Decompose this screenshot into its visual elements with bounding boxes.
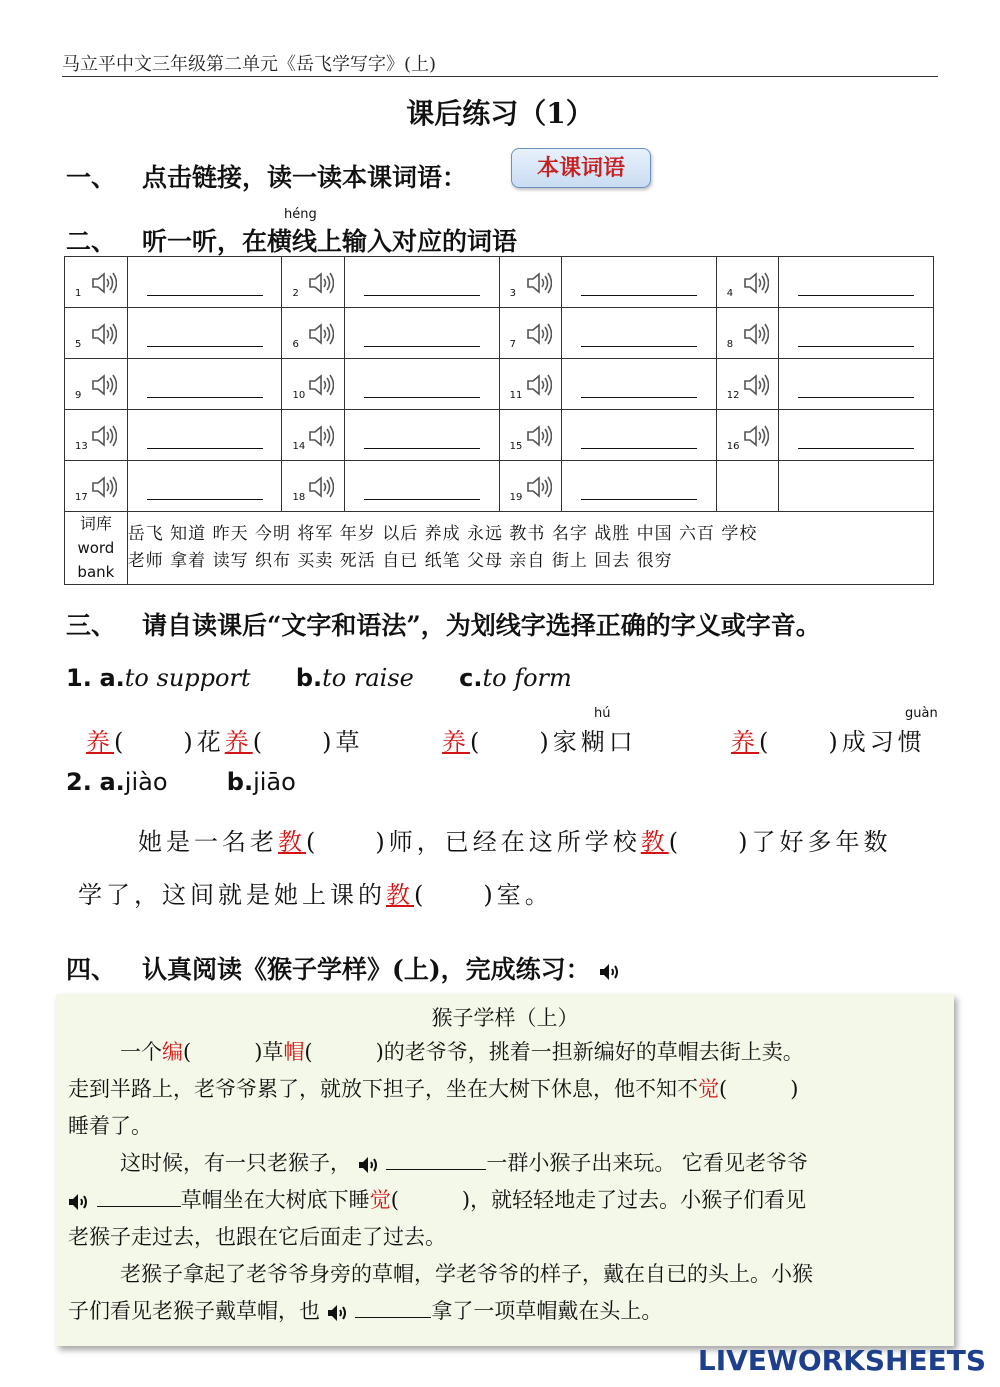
grid-item-number: 1	[75, 288, 82, 299]
speaker-icon[interactable]	[308, 271, 334, 295]
speaker-icon[interactable]	[743, 271, 769, 295]
answer-cell	[562, 461, 717, 512]
grid-number-cell	[282, 308, 344, 359]
answer-cell	[562, 308, 717, 359]
grid-number-cell	[282, 410, 344, 461]
grid-number-cell	[65, 257, 128, 308]
page-title: 课后练习（1）	[406, 97, 594, 130]
wordbank-label-cn: 词库	[79, 514, 112, 533]
grid-item-number: 12	[726, 390, 740, 401]
p1-text-c: ( )草	[183, 1040, 284, 1064]
q2-option-a: a.	[99, 768, 125, 796]
speaker-icon[interactable]	[743, 424, 769, 448]
grid-number-cell	[65, 308, 128, 359]
grid-number-cell	[499, 461, 561, 512]
q2-char-3: 教	[386, 881, 414, 909]
p2-blank-2[interactable]	[97, 1186, 181, 1207]
grid-item-number: 19	[509, 492, 523, 503]
answer-cell	[562, 359, 717, 410]
p2-blank-1[interactable]	[386, 1149, 486, 1170]
wordbank-words	[127, 512, 933, 585]
p2-text-c: 草帽坐在大树底下睡	[180, 1188, 370, 1212]
answer-cell	[127, 308, 282, 359]
p2-speaker-icon-2[interactable]	[68, 1193, 90, 1211]
grid-number-cell	[716, 410, 778, 461]
answer-input-line[interactable]	[364, 269, 480, 296]
answer-input-line[interactable]	[581, 371, 697, 398]
speaker-icon[interactable]	[308, 424, 334, 448]
section-1-number: 一、	[66, 163, 117, 192]
grid-number-cell	[65, 410, 128, 461]
p3-blank[interactable]	[355, 1297, 431, 1318]
section-4-text: 认真阅读《猴子学样》(上)，完成练习：	[142, 955, 591, 984]
header-divider	[62, 76, 938, 77]
q1-label: 1.	[66, 664, 92, 692]
answer-input-line[interactable]	[147, 269, 263, 296]
q1-options	[66, 664, 572, 692]
section-2-text: 听一听，在横线上输入对应的词语	[142, 227, 518, 256]
q2-s2: ( )师，已经在这所学校	[306, 828, 641, 856]
q1-option-b: b.	[295, 664, 323, 692]
q1-option-b-text: to raise	[322, 664, 414, 692]
grid-row	[65, 359, 934, 410]
q1-sentence	[86, 722, 363, 757]
pinyin-guan: guàn	[905, 706, 938, 721]
q1-char-1: 养	[86, 728, 114, 756]
section-3	[66, 606, 821, 642]
p1-text-h: ( )	[719, 1077, 799, 1101]
q1-sentence-2	[442, 722, 637, 757]
answer-cell	[344, 410, 499, 461]
q2-char-2: 教	[640, 828, 669, 856]
p2-speaker-icon-1[interactable]	[358, 1156, 380, 1174]
listening-grid	[64, 256, 934, 585]
q1-char-3: 养	[442, 728, 470, 756]
answer-input-line[interactable]	[364, 422, 480, 449]
p1-char-jue: 觉	[698, 1077, 719, 1101]
speaker-icon[interactable]	[91, 424, 117, 448]
speaker-icon[interactable]	[308, 475, 334, 499]
q2-option-a-text: jiào	[124, 768, 168, 796]
p2-text-a: 这时候，有一只老猴子，	[120, 1151, 351, 1175]
answer-cell	[344, 461, 499, 512]
speaker-icon[interactable]	[526, 322, 552, 346]
grid-number-cell	[282, 257, 344, 308]
section-1-text: 点击链接，读一读本课词语：	[142, 163, 468, 192]
answer-input-line[interactable]	[798, 269, 914, 296]
grid-item-number: 14	[292, 441, 306, 452]
q1-option-c-text: to form	[482, 664, 572, 692]
answer-input-line[interactable]	[798, 371, 914, 398]
q2-sentence-line-2	[78, 875, 553, 910]
passage-title: 猴子学样（上）	[431, 1006, 579, 1030]
p3-speaker-icon[interactable]	[327, 1304, 349, 1322]
q2-s5: ( )室。	[414, 881, 553, 909]
grid-number-cell	[282, 461, 344, 512]
answer-input-line[interactable]	[364, 371, 480, 398]
q2-option-b: b.	[226, 768, 254, 796]
answer-cell	[562, 410, 717, 461]
speaker-icon[interactable]	[91, 271, 117, 295]
section-4-speaker-icon[interactable]	[599, 963, 621, 981]
passage-para-2-line-2	[68, 1182, 944, 1219]
q1-part-3: ( )家糊口	[470, 728, 637, 756]
q1-option-a-text: to support	[124, 664, 251, 692]
grid-item-number: 15	[509, 441, 523, 452]
grid-item-number: 5	[75, 339, 82, 350]
p2-text-e: ( )，就轻轻地走了过去。小猴子们看见	[390, 1188, 807, 1212]
q2-s1: 她是一名老	[138, 828, 278, 856]
speaker-icon[interactable]	[526, 475, 552, 499]
wordbank-line-1: 岳飞 知道 昨天 今明 将军 年岁 以后 养成 永远 教书 名字 战胜 中国 六百 学校	[127, 524, 758, 544]
q1-part-2: ( )草	[252, 728, 364, 756]
q2-s3: ( )了好多年数	[668, 828, 892, 856]
grid-number-cell	[499, 257, 561, 308]
grid-item-number: 4	[726, 288, 734, 299]
q2-s4: 学了，这间就是她上课的	[78, 881, 386, 909]
answer-input-line[interactable]	[581, 422, 697, 449]
speaker-icon[interactable]	[743, 373, 769, 397]
q2-sentence-line-1	[138, 822, 891, 857]
speaker-icon[interactable]	[91, 322, 117, 346]
grid-item-number: 17	[75, 492, 88, 503]
speaker-icon[interactable]	[526, 271, 552, 295]
p1-char-mao: 帽	[283, 1040, 305, 1064]
grid-row	[65, 410, 934, 461]
q2-label: 2.	[66, 768, 92, 796]
answer-input-line[interactable]	[147, 422, 263, 449]
p2-char-jue: 觉	[369, 1188, 391, 1212]
empty-cell	[716, 461, 778, 512]
passage-para-2	[68, 1145, 944, 1182]
grid-row	[65, 461, 934, 512]
wordbank-label	[65, 512, 128, 585]
p1-text-f: 走到半路上，老爷爷累了，就放下担子，坐在大树下休息，他不知不	[68, 1077, 698, 1101]
answer-cell	[344, 308, 499, 359]
grid-number-cell	[716, 308, 778, 359]
liveworksheets-logo: LIVEWORKSHEETS	[697, 1344, 986, 1377]
grid-item-number: 11	[509, 390, 523, 401]
vocabulary-link-button[interactable]: 本课词语	[511, 148, 651, 188]
grid-number-cell	[499, 308, 561, 359]
wordbank-line-2: 老师 拿着 读写 织布 买卖 死活 自已 纸笔 父母 亲自 街上 回去 很穷	[127, 551, 673, 571]
section-2	[66, 222, 517, 258]
answer-input-line[interactable]	[147, 371, 263, 398]
answer-cell	[127, 410, 282, 461]
q1-part-4: ( )成习惯	[759, 728, 926, 756]
p1-char-bian: 编	[162, 1040, 183, 1064]
grid-number-cell	[499, 359, 561, 410]
grid-item-number: 3	[509, 288, 516, 299]
empty-cell	[779, 461, 934, 512]
speaker-icon[interactable]	[308, 373, 334, 397]
grid-item-number: 7	[509, 339, 516, 350]
answer-cell	[562, 257, 717, 308]
speaker-icon[interactable]	[526, 373, 552, 397]
wordbank-label-en: word bank	[77, 539, 115, 581]
speaker-icon[interactable]	[308, 322, 334, 346]
grid-item-number: 10	[292, 390, 306, 401]
answer-input-line[interactable]	[581, 320, 697, 347]
answer-input-line[interactable]	[147, 473, 263, 500]
passage-para-3: 老猴子拿起了老爷爷身旁的草帽，学老爷爷的样子，戴在自已的头上。小猴	[120, 1262, 813, 1286]
answer-cell	[344, 359, 499, 410]
passage-box	[56, 994, 954, 1346]
q1-part-1: ( )花	[114, 728, 225, 756]
page-header: 马立平中文三年级第二单元《岳飞学写字》(上)	[62, 54, 437, 75]
q1-option-c: c.	[459, 664, 483, 692]
answer-input-line[interactable]	[798, 320, 914, 347]
q2-option-b-text: jiāo	[253, 768, 296, 796]
p3-text-b: 子们看见老猴子戴草帽，也	[68, 1299, 320, 1323]
grid-item-number: 6	[292, 339, 299, 350]
grid-item-number: 2	[292, 288, 299, 299]
q1-char-4: 养	[731, 728, 759, 756]
p2-text-b: 一群小猴子出来玩。 它看见老爷爷	[486, 1151, 809, 1175]
q2-options	[66, 768, 296, 796]
section-2-number: 二、	[66, 227, 117, 256]
answer-cell	[779, 410, 934, 461]
p1-text-e: ( )的老爷爷，挑着一担新编好的草帽去街上卖。	[304, 1040, 804, 1064]
answer-input-line[interactable]	[147, 320, 263, 347]
answer-input-line[interactable]	[581, 269, 697, 296]
passage-para-2-line-3: 老猴子走过去，也跟在它后面走了过去。	[68, 1225, 446, 1249]
grid-row	[65, 308, 934, 359]
section-3-text: 请自读课后“文字和语法”，为划线字选择正确的字义或字音。	[142, 611, 821, 640]
q1-char-2: 养	[224, 728, 253, 756]
section-3-number: 三、	[66, 611, 117, 640]
section-4	[66, 950, 621, 986]
pinyin-hu: hú	[594, 706, 611, 721]
grid-item-number: 9	[75, 390, 82, 401]
grid-number-cell	[716, 359, 778, 410]
answer-cell	[344, 257, 499, 308]
section-1	[66, 158, 467, 194]
answer-cell	[779, 308, 934, 359]
grid-item-number: 13	[75, 441, 88, 452]
grid-number-cell	[499, 410, 561, 461]
grid-number-cell	[716, 257, 778, 308]
answer-cell	[127, 359, 282, 410]
answer-cell	[779, 257, 934, 308]
passage-para-1-line-3: 睡着了。	[68, 1114, 152, 1138]
speaker-icon[interactable]	[91, 373, 117, 397]
p1-text-a: 一个	[120, 1040, 162, 1064]
grid-item-number: 18	[292, 492, 306, 503]
grid-number-cell	[65, 359, 128, 410]
grid-number-cell	[65, 461, 128, 512]
passage-para-1-line-2	[68, 1071, 944, 1108]
answer-cell	[779, 359, 934, 410]
answer-input-line[interactable]	[364, 473, 480, 500]
answer-cell	[127, 257, 282, 308]
answer-input-line[interactable]	[798, 422, 914, 449]
speaker-icon[interactable]	[91, 475, 117, 499]
grid-row	[65, 257, 934, 308]
speaker-icon[interactable]	[526, 424, 552, 448]
answer-input-line[interactable]	[581, 473, 697, 500]
q1-sentence-3	[731, 722, 926, 757]
grid-number-cell	[282, 359, 344, 410]
q2-char-1: 教	[278, 828, 306, 856]
section-4-number: 四、	[66, 955, 117, 984]
answer-cell	[127, 461, 282, 512]
answer-input-line[interactable]	[364, 320, 480, 347]
p3-text-c: 拿了一项草帽戴在头上。	[431, 1299, 663, 1323]
speaker-icon[interactable]	[743, 322, 769, 346]
passage-para-3-line-2	[68, 1293, 944, 1330]
q1-option-a: a.	[99, 664, 125, 692]
grid-item-number: 16	[726, 441, 740, 452]
grid-item-number: 8	[726, 339, 734, 350]
pinyin-heng: héng	[284, 207, 317, 222]
passage-para-1	[68, 1034, 944, 1071]
